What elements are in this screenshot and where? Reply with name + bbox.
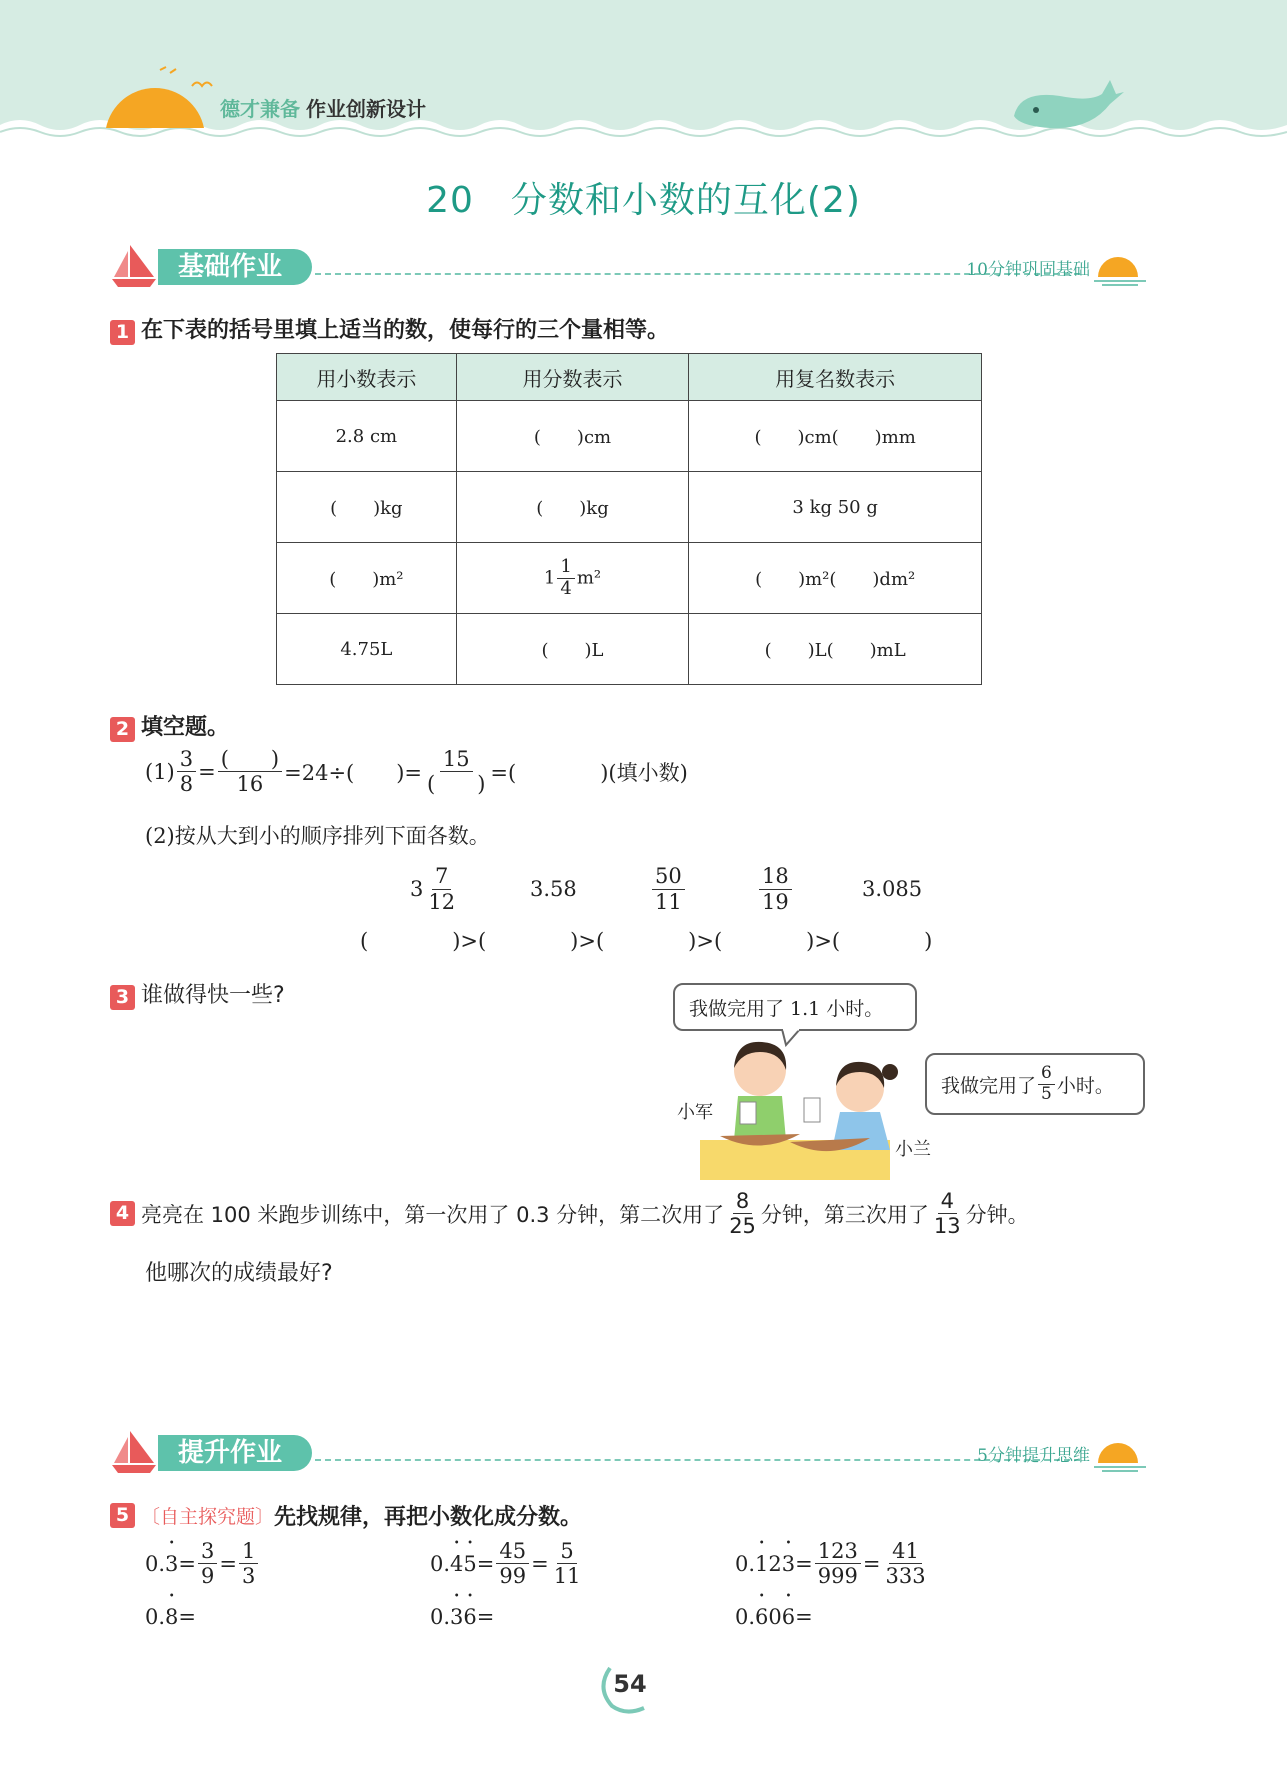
sun-icon	[100, 64, 210, 128]
repeating-digit: • 3	[165, 1552, 178, 1576]
table-cell-mixed-fraction	[456, 543, 689, 614]
part-label: (1)	[145, 759, 175, 784]
question-text: 填空题。	[141, 715, 230, 740]
numbers-to-order	[410, 860, 970, 920]
numerator: 6	[1038, 1065, 1055, 1085]
table-cell-blank[interactable]: ( )kg	[456, 472, 689, 543]
numerator: 3	[177, 748, 196, 772]
number-fraction	[757, 860, 794, 918]
denominator: 99	[499, 1564, 527, 1589]
question-number: 1	[110, 320, 135, 345]
denominator: 5	[1041, 1083, 1052, 1104]
order-answer-line[interactable]: ( )>( )>( )>( )>( )	[360, 929, 933, 953]
question-text: 亮亮在 100 米跑步训练中，第一次用了 0.3 分钟，第二次用了	[141, 1202, 725, 1227]
denominator: 12	[428, 889, 456, 914]
numerator: 15	[440, 748, 473, 772]
denominator: 9	[201, 1564, 215, 1589]
equals-sign: =	[178, 1551, 197, 1576]
numerator: ( )	[218, 748, 282, 772]
brand-part2: 作业创新设计	[306, 97, 426, 121]
table-cell-blank[interactable]: ( )kg	[277, 472, 457, 543]
bird-icon	[190, 76, 220, 94]
example-1	[145, 1540, 260, 1587]
section-label-advanced: 提升作业	[158, 1435, 312, 1471]
numerator: 50	[652, 865, 685, 889]
page-number: 54	[613, 1670, 647, 1698]
repeating-digit: • 6	[463, 1605, 476, 1629]
mixed-whole: 3	[410, 877, 424, 901]
decimal: 0.	[145, 1551, 166, 1576]
column-header: 用复名数表示	[689, 354, 982, 401]
fraction	[496, 1540, 529, 1587]
numerator: 123	[815, 1540, 861, 1564]
fraction	[425, 865, 458, 912]
equals-sign: =	[476, 1551, 495, 1576]
dashed-divider	[315, 1459, 1080, 1461]
speech-bubble-boy: 我做完用了 1.1 小时。	[673, 983, 917, 1031]
table-cell-blank[interactable]: ( )m²( )dm²	[689, 543, 982, 614]
decimal: 0.	[145, 1605, 166, 1629]
numerator: 7	[432, 865, 451, 889]
numerator: 8	[733, 1190, 752, 1214]
question-1	[110, 313, 669, 345]
repeating-digit: • 8	[165, 1605, 178, 1629]
denominator: 3	[242, 1564, 256, 1589]
sailboat-icon	[110, 243, 158, 289]
table-cell-blank[interactable]: ( )L	[456, 614, 689, 685]
fraction	[759, 865, 792, 912]
sun-icon	[1092, 1435, 1148, 1475]
name-boy: 小军	[677, 1102, 713, 1123]
table-cell-blank[interactable]: ( )cm( )mm	[689, 401, 982, 472]
question-number: 4	[110, 1201, 135, 1226]
equals-sign: =	[198, 759, 216, 784]
section-banner-advanced	[110, 1429, 1150, 1479]
decimal: 0.	[735, 1551, 756, 1576]
brand	[220, 93, 426, 122]
numerator: 41	[889, 1540, 922, 1564]
fraction	[1038, 1062, 1055, 1104]
unit: m²	[576, 567, 602, 588]
decimal: 0.	[430, 1605, 451, 1629]
section-tag-advanced: 5分钟提升思维	[977, 1446, 1090, 1466]
equals-sign: =	[476, 1605, 495, 1629]
decimal: 0.	[735, 1605, 756, 1629]
denominator: 19	[762, 889, 789, 914]
question-2	[110, 710, 229, 742]
question-number: 2	[110, 717, 135, 742]
table-cell: 3 kg 50 g	[689, 472, 982, 543]
denominator: 999	[817, 1564, 858, 1589]
question-text: 先找规律，再把小数化成分数。	[274, 1505, 583, 1530]
numerator: 18	[759, 865, 792, 889]
equals-sign: =	[531, 1551, 549, 1576]
denominator: 25	[729, 1214, 756, 1239]
table-row	[277, 543, 982, 614]
question-badge: 〔自主探究题〕	[141, 1506, 275, 1528]
fraction	[198, 1540, 217, 1587]
practice-3[interactable]	[735, 1605, 813, 1629]
decimal: 0.	[430, 1551, 451, 1576]
page-title: 20 分数和小数的互化(2)	[426, 180, 861, 221]
speech-bubble-girl	[925, 1053, 1145, 1115]
column-header: 用分数表示	[456, 354, 689, 401]
denominator: 8	[179, 772, 194, 797]
denominator: 13	[933, 1214, 961, 1239]
fraction	[815, 1540, 861, 1587]
repeating-digit: • 3	[782, 1552, 795, 1576]
question-text: 在下表的括号里填上适当的数，使每行的三个量相等。	[141, 318, 670, 343]
column-header: 用小数表示	[277, 354, 457, 401]
equals-sign: =	[795, 1551, 813, 1576]
repeating-digit: • 1	[755, 1552, 768, 1576]
repeating-digit: • 5	[463, 1552, 476, 1576]
table-row	[277, 472, 982, 543]
equals-sign: =	[795, 1605, 813, 1629]
equals-sign: =	[862, 1551, 881, 1576]
sailboat-icon	[110, 1429, 158, 1475]
brand-part1: 德才兼备	[220, 97, 300, 121]
table-row	[277, 614, 982, 685]
whale-icon	[1010, 76, 1125, 134]
denominator: 4	[560, 577, 572, 599]
numerator: 3	[198, 1540, 217, 1564]
example-2	[430, 1540, 585, 1587]
table-row	[277, 401, 982, 472]
q2-part1	[145, 748, 688, 795]
denominator: ( )	[427, 772, 486, 797]
numerator: 45	[496, 1540, 529, 1564]
fraction	[557, 555, 574, 599]
number-mixed	[410, 860, 460, 918]
fraction	[931, 1190, 964, 1237]
repeating-digit: • 3	[450, 1605, 463, 1629]
equals-sign: =	[178, 1605, 197, 1629]
fraction	[882, 1540, 928, 1587]
mixed-whole: 1	[543, 567, 556, 588]
practice-1[interactable]	[145, 1605, 196, 1629]
digit: 0	[768, 1605, 782, 1629]
fraction-blank[interactable]	[218, 748, 282, 795]
fraction	[652, 865, 685, 912]
repeating-digit: • 4	[450, 1552, 463, 1576]
example-3	[735, 1540, 931, 1587]
fraction	[177, 748, 196, 795]
table-cell: 4.75L	[277, 614, 457, 685]
question-3	[110, 978, 285, 1010]
numerator: 4	[938, 1190, 957, 1214]
table-cell-blank[interactable]: ( )L( )mL	[689, 614, 982, 685]
fraction	[726, 1190, 759, 1237]
question-4	[110, 1190, 1029, 1237]
name-girl: 小兰	[895, 1139, 931, 1160]
unit-table	[276, 353, 982, 685]
table-header-row	[277, 354, 982, 401]
fraction	[551, 1540, 584, 1587]
question-5	[110, 1500, 582, 1531]
question-text: 分钟，第三次用了	[760, 1202, 929, 1227]
fraction	[239, 1540, 258, 1587]
denominator: 11	[553, 1564, 581, 1589]
table-cell-blank[interactable]: ( )m²	[277, 543, 457, 614]
number-decimal: 3.58	[530, 877, 577, 901]
denominator: 16	[236, 772, 264, 797]
dashed-divider	[315, 273, 1080, 275]
digit: 2	[768, 1551, 782, 1576]
question-number: 3	[110, 985, 135, 1010]
denominator: 11	[655, 889, 682, 914]
bubble-text: 我做完用了	[941, 1074, 1037, 1097]
practice-2[interactable]	[430, 1605, 494, 1629]
numerator: 5	[557, 1540, 576, 1564]
section-tag-basic: 10分钟巩固基础	[966, 260, 1090, 280]
question-text: 谁做得快一些?	[141, 983, 285, 1008]
q2-part2: (2)按从大到小的顺序排列下面各数。	[145, 824, 490, 848]
decimal-blank[interactable]: =( )(填小数)	[490, 760, 688, 785]
denominator: 333	[885, 1564, 926, 1589]
equals-sign: =	[219, 1551, 238, 1576]
fraction-blank[interactable]	[424, 748, 488, 795]
sun-icon	[1092, 249, 1148, 289]
repeating-digit: • 6	[782, 1605, 795, 1629]
table-cell-blank[interactable]: ( )cm	[456, 401, 689, 472]
section-label-basic: 基础作业	[158, 249, 312, 285]
division-blank[interactable]: =24÷( )=	[284, 760, 423, 785]
repeating-digit: • 6	[755, 1605, 768, 1629]
number-fraction	[650, 860, 687, 918]
question-4-line2: 他哪次的成绩最好?	[145, 1261, 333, 1286]
question-number: 5	[110, 1503, 135, 1528]
number-decimal: 3.085	[862, 877, 923, 901]
question-text: 分钟。	[965, 1202, 1029, 1227]
bubble-text: 小时。	[1056, 1074, 1114, 1097]
numerator: 1	[557, 558, 574, 579]
numerator: 1	[239, 1540, 258, 1564]
section-banner-basic	[110, 243, 1150, 293]
table-cell: 2.8 cm	[277, 401, 457, 472]
